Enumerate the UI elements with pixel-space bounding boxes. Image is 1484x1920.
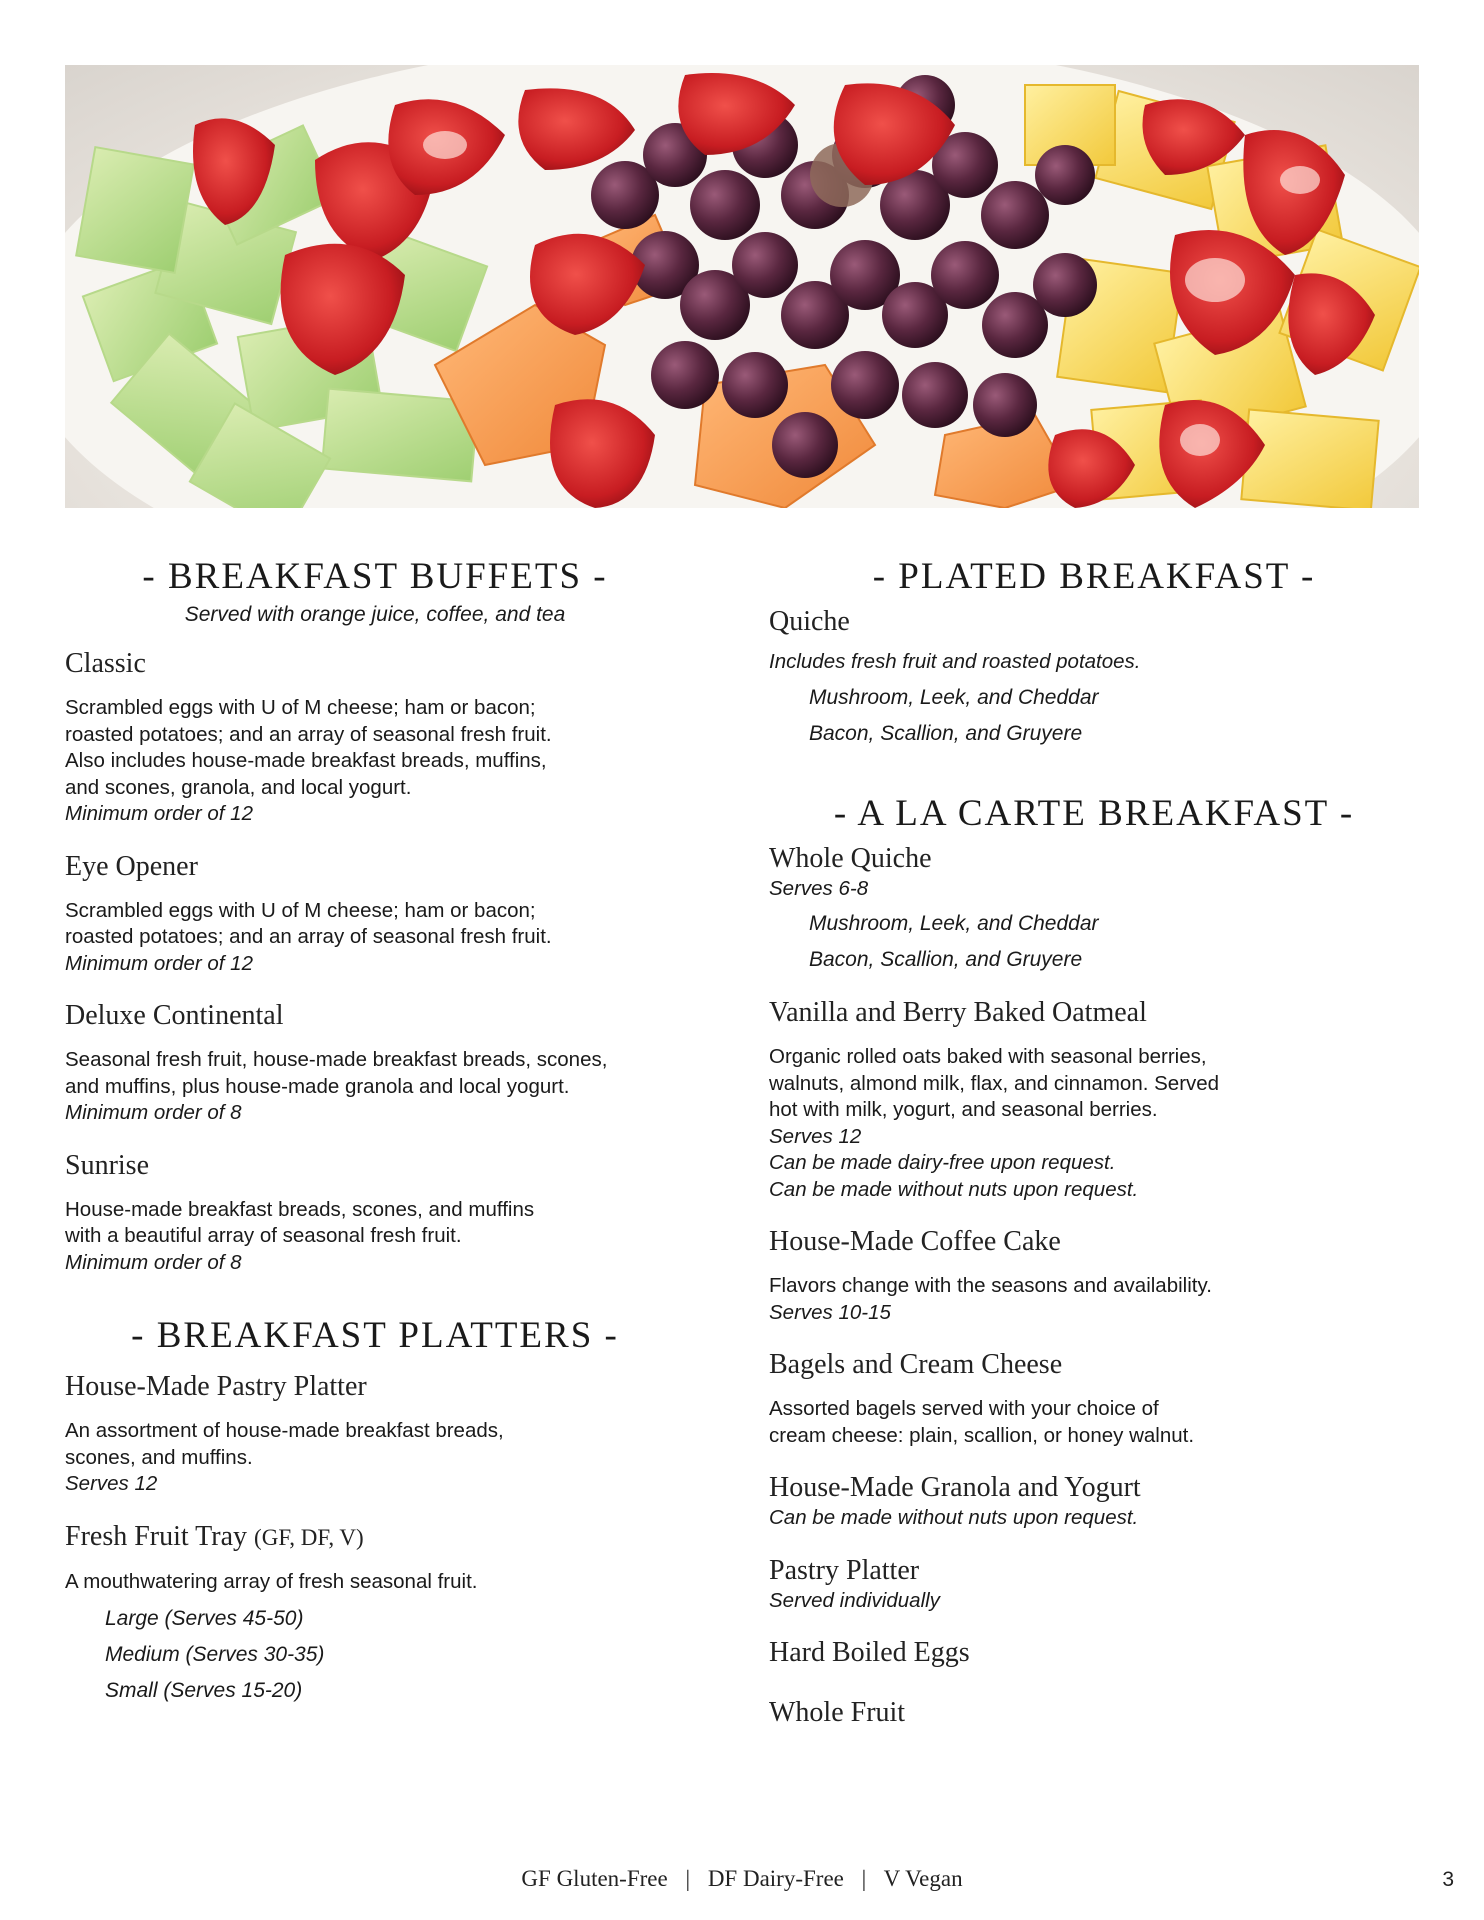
item-note: Can be made dairy-free upon request.	[769, 1151, 1116, 1174]
quiche-options	[769, 680, 1419, 752]
item-note: Can be made without nuts upon request.	[769, 1506, 1139, 1529]
size-list	[65, 1601, 685, 1709]
item-note: Serves 10-15	[769, 1300, 891, 1324]
dietary-legend	[0, 1866, 1484, 1892]
alacarte-item-bagels	[769, 1348, 1419, 1449]
quiche-option: Mushroom, Leek, and Cheddar	[809, 685, 1099, 709]
breakfast-buffets-title: - BREAKFAST BUFFETS -	[142, 556, 608, 597]
item-name: Hard Boiled Eggs	[769, 1637, 970, 1668]
hero-fruit-photo	[65, 65, 1419, 508]
alacarte-item-hard-boiled-eggs	[769, 1636, 1419, 1670]
item-name: Sunrise	[65, 1149, 149, 1181]
plated-item-quiche	[769, 605, 1419, 752]
item-name: Whole Fruit	[769, 1697, 906, 1728]
item-description: Organic rolled oats baked with seasonal berries, walnuts, almond milk, flax, and cinnamon. Served hot with milk, yogurt, and seasonal berries.	[769, 1045, 1220, 1121]
alacarte-item-granola	[769, 1471, 1419, 1532]
item-description: An assortment of house-made breakfast breads, scones, and muffins.	[65, 1419, 504, 1469]
item-description: Assorted bagels served with your choice of cream cheese: plain, scallion, or honey walnut.	[769, 1397, 1195, 1447]
item-name: House-Made Coffee Cake	[769, 1226, 1061, 1257]
quiche-option: Bacon, Scallion, and Gruyere	[809, 948, 1083, 971]
breakfast-platters-title: - BREAKFAST PLATTERS -	[131, 1315, 619, 1356]
fruit-platter-illustration	[65, 65, 1419, 508]
alacarte-item-whole-fruit	[769, 1696, 1419, 1730]
item-note: Includes fresh fruit and roasted potatoes.	[769, 650, 1141, 673]
alacarte-item-oatmeal	[769, 996, 1419, 1203]
buffet-item-deluxe-continental	[65, 999, 685, 1127]
item-description: Scrambled eggs with U of M cheese; ham or bacon; roasted potatoes; and an array of seasonal fresh fruit. Also includes house-made breakfast breads, muffins, and scones, granola, and local yogurt.	[65, 696, 552, 799]
item-description: House-made breakfast breads, scones, and muffins with a beautiful array of seasonal fresh fruit.	[65, 1197, 535, 1247]
item-name: Quiche	[769, 606, 850, 637]
item-note: Can be made without nuts upon request.	[769, 1177, 1139, 1201]
left-column	[65, 555, 685, 1709]
legend-vegan: V Vegan	[883, 1866, 963, 1891]
buffet-item-sunrise	[65, 1149, 685, 1277]
item-note: Serves 12	[769, 1124, 862, 1148]
page-number: 3	[1442, 1868, 1454, 1891]
a-la-carte-breakfast-title: - A LA CARTE BREAKFAST -	[833, 792, 1355, 834]
item-name	[65, 1520, 685, 1555]
platter-item-fruit-tray	[65, 1520, 685, 1710]
item-name: Eye Opener	[65, 850, 198, 882]
breakfast-buffets-subtitle: Served with orange juice, coffee, and tea	[184, 603, 566, 626]
item-name: Classic	[65, 648, 146, 679]
legend-gluten-free: GF Gluten-Free	[521, 1866, 668, 1891]
dietary-tag: (GF, DF, V)	[254, 1524, 364, 1550]
item-description: Seasonal fresh fruit, house-made breakfast breads, scones, and muffins, plus house-made granola and local yogurt.	[65, 1048, 608, 1098]
item-note: Served individually	[769, 1588, 940, 1612]
item-name: Bagels and Cream Cheese	[769, 1349, 1063, 1380]
size-option: Medium (Serves 30-35)	[105, 1643, 325, 1666]
alacarte-item-coffee-cake	[769, 1225, 1419, 1326]
alacarte-item-whole-quiche	[769, 842, 1419, 979]
legend-separator: |	[685, 1866, 691, 1891]
quiche-option: Mushroom, Leek, and Cheddar	[809, 912, 1099, 935]
item-name: Whole Quiche	[769, 842, 932, 874]
item-note: Serves 6-8	[769, 876, 869, 900]
item-description: A mouthwatering array of fresh seasonal fruit.	[65, 1569, 478, 1593]
item-note: Minimum order of 8	[65, 1101, 242, 1124]
size-option: Large (Serves 45-50)	[105, 1607, 304, 1630]
quiche-option: Bacon, Scallion, and Gruyere	[809, 721, 1083, 745]
right-column	[769, 555, 1419, 1730]
plated-breakfast-title: - PLATED BREAKFAST -	[872, 556, 1316, 597]
item-name: House-Made Granola and Yogurt	[769, 1472, 1141, 1503]
item-description: Scrambled eggs with U of M cheese; ham or bacon; roasted potatoes; and an array of seasonal fresh fruit.	[65, 898, 552, 948]
legend-separator: |	[861, 1866, 867, 1891]
item-name-text: Fresh Fruit Tray	[65, 1520, 248, 1552]
item-note: Minimum order of 12	[65, 951, 253, 975]
item-name: Deluxe Continental	[65, 1000, 284, 1031]
quiche-options	[769, 906, 1419, 978]
buffet-item-eye-opener	[65, 850, 685, 978]
item-note: Minimum order of 8	[65, 1250, 242, 1274]
buffet-item-classic	[65, 647, 685, 828]
item-description: Flavors change with the seasons and availability.	[769, 1274, 1212, 1297]
item-name: Vanilla and Berry Baked Oatmeal	[769, 997, 1147, 1028]
legend-dairy-free: DF Dairy-Free	[707, 1866, 844, 1891]
item-name: Pastry Platter	[769, 1554, 920, 1586]
item-note: Minimum order of 12	[65, 802, 253, 825]
alacarte-item-pastry-platter	[769, 1554, 1419, 1615]
size-option: Small (Serves 15-20)	[105, 1679, 303, 1702]
item-name: House-Made Pastry Platter	[65, 1371, 367, 1402]
platter-item-pastry	[65, 1370, 685, 1498]
item-note: Serves 12	[65, 1472, 158, 1495]
